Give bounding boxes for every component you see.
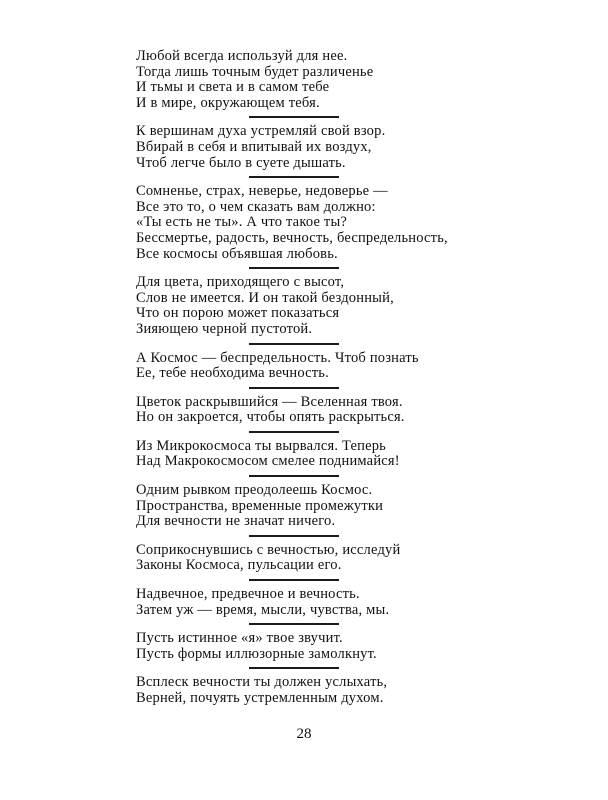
verse-line: Пусть истинное «я» твое звучит. [136,630,343,647]
stanza-separator [249,267,339,269]
stanza [136,184,466,262]
stanza [136,675,466,706]
verse-line: Из Микрокосмоса ты вырвался. Теперь [136,437,386,454]
verse-line: Сомненье, страх, неверье, недоверье — [136,183,388,200]
verse-line: Чтоб легче было в суете дышать. [136,154,346,171]
verse-line: Все это то, о чем сказать вам должно: [136,198,376,215]
verse-line: И тьмы и света и в самом тебе [136,79,330,96]
verse-line: Одним рывком преодолеешь Космос. [136,482,373,499]
stanza-separator [249,343,339,345]
stanza-separator [249,431,339,433]
stanza [136,395,466,426]
verse-line: Но он закроется, чтобы опять раскрыться. [136,409,405,426]
verse-line: Цветок раскрывшийся — Вселенная твоя. [136,393,403,410]
verse-line: К вершинам духа устремляй свой взор. [136,123,386,140]
verse-line: Верней, почуять устремленным духом. [136,690,384,706]
verse-line: Соприкоснувшись с вечностью, исследуй [136,541,401,558]
verse-line: Пусть формы иллюзорные замолкнут. [136,645,377,662]
stanza [136,275,466,337]
verse-line: Над Макрокосмосом смелее поднимайся! [136,453,400,470]
stanza [136,49,466,111]
verse-line: Законы Космоса, пульсации его. [136,557,342,574]
poem [136,49,466,707]
stanza-separator [249,116,339,118]
verse-line: Любой всегда используй для нее. [136,48,348,64]
stanza [136,543,466,574]
stanza-separator [249,667,339,669]
stanza [136,351,466,382]
verse-line: Затем уж — время, мысли, чувства, мы. [136,601,390,618]
verse-line: Слов не имеется. И он такой бездонный, [136,289,394,306]
page-number: 28 [296,726,312,742]
verse-line: Пространства, временные промежутки [136,497,384,514]
verse-line: А Космос — беспредельность. Чтоб познать [136,349,419,366]
verse-line: Надвечное, предвечное и вечность. [136,586,360,603]
stanza-separator [249,387,339,389]
stanza-separator [249,535,339,537]
stanza [136,483,466,530]
verse-line: Вбирай в себя и впитывай их воздух, [136,138,372,155]
verse-line: Бессмертье, радость, вечность, беспредельность, [136,229,448,246]
stanza-separator [249,176,339,178]
stanza [136,439,466,470]
stanza [136,124,466,171]
stanza [136,631,466,662]
verse-line: Ее, тебе необходима вечность. [136,365,329,382]
verse-line: Тогда лишь точным будет различенье [136,63,374,80]
stanza-separator [249,623,339,625]
verse-line: «Ты есть не ты». А что такое ты? [136,214,348,231]
verse-line: Все космосы объявшая любовь. [136,245,338,262]
stanza-separator [249,475,339,477]
verse-line: Для вечности не значат ничего. [136,513,336,530]
verse-line: Всплеск вечности ты должен услыхать, [136,674,388,691]
stanza [136,587,466,618]
verse-line: Что он порою может показаться [136,305,340,322]
stanza-separator [249,579,339,581]
verse-line: Для цвета, приходящего с высот, [136,274,345,291]
verse-line: Зияющею черной пустотой. [136,320,313,337]
verse-line: И в мире, окружающем тебя. [136,94,320,111]
